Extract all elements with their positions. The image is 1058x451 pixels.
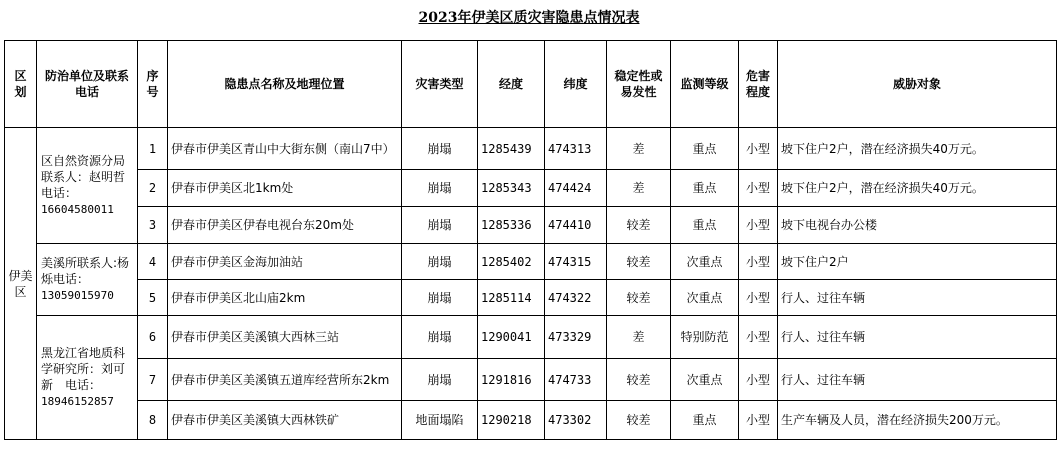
header-name: 隐患点名称及地理位置 bbox=[168, 41, 402, 128]
cell-stability: 较差 bbox=[607, 280, 671, 316]
unit-phone: 18946152857 bbox=[41, 395, 114, 408]
cell-danger: 小型 bbox=[739, 170, 778, 207]
table-row bbox=[5, 128, 1057, 170]
cell-lat: 474410 bbox=[545, 207, 607, 244]
cell-name: 伊春市伊美区美溪镇大西林铁矿 bbox=[168, 401, 402, 440]
cell-stability: 较差 bbox=[607, 359, 671, 401]
cell-lat: 474424 bbox=[545, 170, 607, 207]
unit-cell bbox=[37, 244, 138, 316]
cell-lon: 1285336 bbox=[478, 207, 545, 244]
cell-monitor: 重点 bbox=[671, 128, 739, 170]
table-row bbox=[5, 401, 1057, 440]
table-row bbox=[5, 280, 1057, 316]
cell-no: 6 bbox=[138, 316, 168, 359]
table-row bbox=[5, 359, 1057, 401]
cell-no: 5 bbox=[138, 280, 168, 316]
cell-danger: 小型 bbox=[739, 401, 778, 440]
cell-stability: 差 bbox=[607, 170, 671, 207]
cell-threat: 行人、过往车辆 bbox=[778, 280, 1057, 316]
cell-no: 1 bbox=[138, 128, 168, 170]
cell-threat: 坡下住户2户 bbox=[778, 244, 1057, 280]
cell-no: 3 bbox=[138, 207, 168, 244]
cell-threat: 行人、过往车辆 bbox=[778, 359, 1057, 401]
cell-lat: 473329 bbox=[545, 316, 607, 359]
cell-stability: 差 bbox=[607, 316, 671, 359]
cell-stability: 较差 bbox=[607, 401, 671, 440]
cell-type: 崩塌 bbox=[402, 244, 478, 280]
unit-cell bbox=[37, 316, 138, 440]
unit-phone: 16604580011 bbox=[41, 203, 114, 216]
cell-stability: 较差 bbox=[607, 207, 671, 244]
cell-lon: 1290218 bbox=[478, 401, 545, 440]
cell-monitor: 重点 bbox=[671, 170, 739, 207]
cell-type: 崩塌 bbox=[402, 316, 478, 359]
header-no: 序号 bbox=[138, 41, 168, 128]
cell-monitor: 重点 bbox=[671, 207, 739, 244]
hazard-table bbox=[4, 40, 1057, 440]
header-region: 区划 bbox=[5, 41, 37, 128]
cell-no: 7 bbox=[138, 359, 168, 401]
header-monitor: 监测等级 bbox=[671, 41, 739, 128]
unit-phone: 13059015970 bbox=[41, 289, 114, 302]
header-type: 灾害类型 bbox=[402, 41, 478, 128]
cell-danger: 小型 bbox=[739, 244, 778, 280]
unit-org: 美溪所联系人:杨烁电话： bbox=[41, 256, 130, 286]
cell-lon: 1285439 bbox=[478, 128, 545, 170]
table-row bbox=[5, 316, 1057, 359]
cell-monitor: 重点 bbox=[671, 401, 739, 440]
cell-danger: 小型 bbox=[739, 316, 778, 359]
cell-lat: 474313 bbox=[545, 128, 607, 170]
cell-lon: 1285114 bbox=[478, 280, 545, 316]
cell-threat: 生产车辆及人员，潜在经济损失200万元。 bbox=[778, 401, 1057, 440]
cell-type: 崩塌 bbox=[402, 207, 478, 244]
cell-lat: 474315 bbox=[545, 244, 607, 280]
cell-danger: 小型 bbox=[739, 280, 778, 316]
cell-type: 崩塌 bbox=[402, 280, 478, 316]
table-row bbox=[5, 207, 1057, 244]
header-row bbox=[5, 41, 1057, 128]
cell-lat: 473302 bbox=[545, 401, 607, 440]
region-cell: 伊美区 bbox=[5, 128, 37, 440]
cell-type: 崩塌 bbox=[402, 359, 478, 401]
cell-monitor: 次重点 bbox=[671, 359, 739, 401]
cell-name: 伊春市伊美区北山庙2km bbox=[168, 280, 402, 316]
unit-cell bbox=[37, 128, 138, 244]
cell-monitor: 次重点 bbox=[671, 280, 739, 316]
cell-threat: 坡下住户2户，潜在经济损失40万元。 bbox=[778, 170, 1057, 207]
unit-org: 区自然资源分局联系人：赵明哲 电话： bbox=[41, 154, 126, 200]
table-row bbox=[5, 244, 1057, 280]
cell-monitor: 次重点 bbox=[671, 244, 739, 280]
cell-threat: 坡下电视台办公楼 bbox=[778, 207, 1057, 244]
cell-threat: 坡下住户2户，潜在经济损失40万元。 bbox=[778, 128, 1057, 170]
header-stability: 稳定性或易发性 bbox=[607, 41, 671, 128]
cell-no: 8 bbox=[138, 401, 168, 440]
cell-stability: 差 bbox=[607, 128, 671, 170]
cell-name: 伊春市伊美区金海加油站 bbox=[168, 244, 402, 280]
cell-type: 崩塌 bbox=[402, 128, 478, 170]
cell-type: 地面塌陷 bbox=[402, 401, 478, 440]
cell-type: 崩塌 bbox=[402, 170, 478, 207]
header-threat: 威胁对象 bbox=[778, 41, 1057, 128]
unit-org: 黑龙江省地质科学研究所：刘可新 电话： bbox=[41, 346, 126, 392]
cell-no: 4 bbox=[138, 244, 168, 280]
cell-threat: 行人、过往车辆 bbox=[778, 316, 1057, 359]
header-unit: 防治单位及联系电话 bbox=[37, 41, 138, 128]
cell-name: 伊春市伊美区伊春电视台东20m处 bbox=[168, 207, 402, 244]
cell-lon: 1291816 bbox=[478, 359, 545, 401]
cell-name: 伊春市伊美区北1km处 bbox=[168, 170, 402, 207]
cell-name: 伊春市伊美区美溪镇五道库经营所东2km bbox=[168, 359, 402, 401]
cell-no: 2 bbox=[138, 170, 168, 207]
cell-stability: 较差 bbox=[607, 244, 671, 280]
cell-danger: 小型 bbox=[739, 128, 778, 170]
header-lat: 纬度 bbox=[545, 41, 607, 128]
cell-lon: 1285343 bbox=[478, 170, 545, 207]
header-danger: 危害程度 bbox=[739, 41, 778, 128]
cell-monitor: 特别防范 bbox=[671, 316, 739, 359]
table-row bbox=[5, 170, 1057, 207]
cell-lat: 474733 bbox=[545, 359, 607, 401]
cell-name: 伊春市伊美区青山中大街东侧（南山7中） bbox=[168, 128, 402, 170]
cell-name: 伊春市伊美区美溪镇大西林三站 bbox=[168, 316, 402, 359]
cell-lon: 1285402 bbox=[478, 244, 545, 280]
cell-lat: 474322 bbox=[545, 280, 607, 316]
cell-danger: 小型 bbox=[739, 207, 778, 244]
header-lon: 经度 bbox=[478, 41, 545, 128]
document-title: 2023年伊美区质灾害隐患点情况表 bbox=[418, 10, 640, 26]
cell-danger: 小型 bbox=[739, 359, 778, 401]
cell-lon: 1290041 bbox=[478, 316, 545, 359]
